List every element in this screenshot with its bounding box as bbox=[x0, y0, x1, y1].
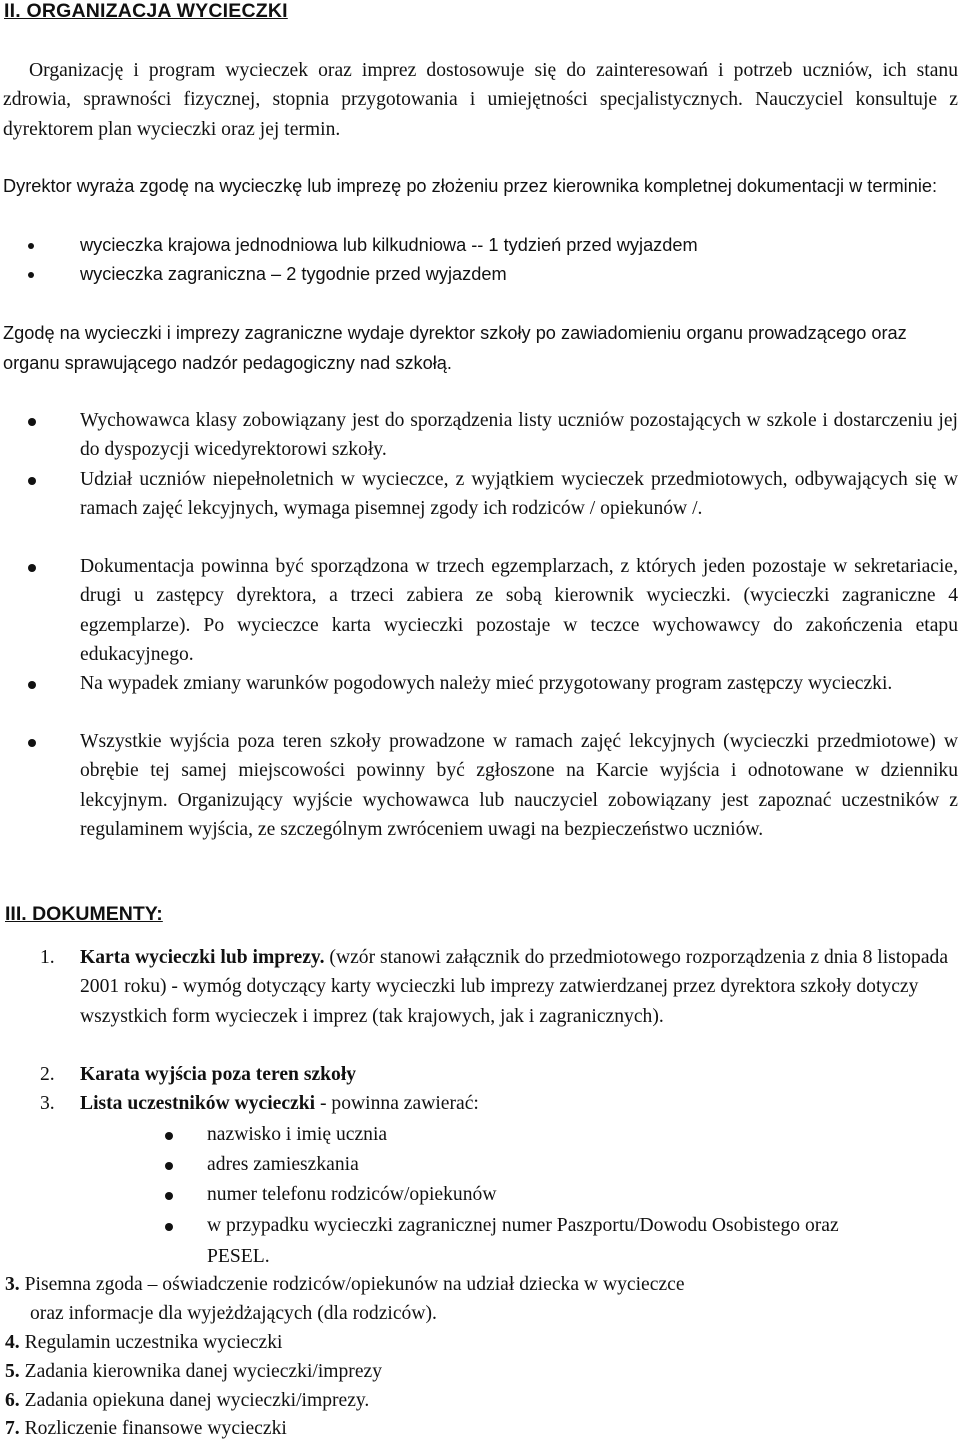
deadline-text: wycieczka zagraniczna – 2 tygodnie przed wyjazdem bbox=[80, 264, 507, 284]
extra-item-number: 3. bbox=[5, 1274, 20, 1295]
rule-text: Na wypadek zmiany warunków pogodowych należy mieć przygotowany program zastępczy wycieczki. bbox=[80, 673, 893, 694]
foreign-approval-paragraph: Zgodę na wycieczki i imprezy zagraniczne wydaje dyrektor szkoły po zawiadomieniu organu prowadzącego oraz organu sprawującego nadzór pedagogiczny nad szkołą. bbox=[3, 323, 907, 373]
bullet-icon bbox=[28, 564, 36, 572]
item-title: Karata wyjścia poza teren szkoły bbox=[80, 1064, 357, 1085]
extra-item-number: 5. bbox=[5, 1361, 20, 1382]
bullet-icon bbox=[28, 477, 36, 485]
bullet-icon bbox=[28, 418, 36, 426]
extra-item-text: Zadania kierownika danej wycieczki/imprezy bbox=[19, 1361, 383, 1382]
item-number: 3. bbox=[40, 1093, 55, 1114]
rule-text: Wszystkie wyjścia poza teren szkoły prowadzone w ramach zajęć lekcyjnych (wycieczki przedmiotowe) w obrębie tej samej miejscowości powinny być zgłoszone na Karcie wyjścia i odnotowane w dzienniku lekcyjnym. Organizujący wyjście wychowawca lub nauczyciel zobowiązany jest zapoznać uczestników z regulaminem wyjścia, ze szczególnym zwróceniem uwagi na bezpieczeństwo uczniów. bbox=[80, 731, 958, 840]
extra-item-text: Pisemna zgoda – oświadczenie rodziców/opiekunów na udział dziecka w wycieczce bbox=[19, 1274, 685, 1295]
approval-paragraph: Dyrektor wyraża zgodę na wycieczkę lub imprezę po złożeniu przez kierownika kompletnej dokumentacji w terminie: bbox=[3, 176, 938, 196]
extra-item-line bbox=[5, 1386, 369, 1415]
deadline-text: wycieczka krajowa jednodniowa lub kilkudniowa -- 1 tydzień przed wyjazdem bbox=[80, 235, 698, 255]
list-field-text: nazwisko i imię ucznia bbox=[207, 1124, 388, 1145]
section-2-title: II. ORGANIZACJA WYCIECZKI bbox=[4, 0, 288, 22]
bullet-icon bbox=[165, 1132, 173, 1140]
extra-item-text: Regulamin uczestnika wycieczki bbox=[19, 1332, 283, 1353]
item-number: 1. bbox=[40, 947, 55, 968]
bullet-icon bbox=[28, 243, 34, 249]
item-text bbox=[80, 943, 958, 1031]
extra-item-text: Rozliczenie finansowe wycieczki bbox=[19, 1418, 287, 1439]
extra-item-continuation: oraz informacje dla wyjeżdżających (dla rodziców). bbox=[30, 1303, 437, 1324]
bullet-icon bbox=[165, 1192, 173, 1200]
item-description: (wzór stanowi załącznik do przedmiotowego rozporządzenia z dnia 8 listopada 2001 roku) - wymóg dotyczący karty wycieczki lub imprezy zatwierdzanej przez dyrektora szkoły dotyczy wszystkich form wycieczek i imprez (tak krajowych, jak i zagranicznych). bbox=[80, 947, 949, 1027]
extra-item-line bbox=[5, 1414, 287, 1443]
list-field-text: w przypadku wycieczki zagranicznej numer Paszportu/Dowodu Osobistego oraz PESEL. bbox=[207, 1215, 839, 1267]
list-field-text: numer telefonu rodziców/opiekunów bbox=[207, 1184, 497, 1205]
item-number: 2. bbox=[40, 1064, 55, 1085]
bullet-icon bbox=[28, 272, 34, 278]
bullet-icon bbox=[28, 681, 36, 689]
rule-text: Udział uczniów niepełnoletnich w wycieczce, z wyjątkiem wycieczek przedmiotowych, odbywających się w ramach zajęć lekcyjnych, wymaga pisemnej zgody ich rodziców / opiekunów /. bbox=[80, 469, 958, 520]
extra-item-line bbox=[5, 1357, 382, 1386]
bullet-icon bbox=[165, 1223, 173, 1231]
extra-item-line bbox=[5, 1270, 685, 1299]
intro-paragraph: Organizację i program wycieczek oraz imprez dostosowuje się do zainteresowań i potrzeb uczniów, ich stanu zdrowia, sprawności fizycznej, stopnia przygotowania i umiejętności specjalistycznych. Nauczyciel konsultuje z dyrektorem plan wycieczki oraz jej termin. bbox=[3, 60, 958, 140]
rule-text: Dokumentacja powinna być sporządzona w trzech egzemplarzach, z których jeden pozostaje w sekretariacie, drugi u zastępcy dyrektora, a trzeci zabiera ze sobą kierownik wycieczki. (wycieczki zagraniczne 4 egzemplarze). Po wycieczce karta wycieczki pozostaje w teczce wychowawcy do zakończenia etapu edukacyjnego. bbox=[80, 556, 958, 665]
rule-text: Wychowawca klasy zobowiązany jest do sporządzenia listy uczniów pozostających w szkole i dostarczeniu jej do dyspozycji wicedyrektorowi szkoły. bbox=[80, 410, 958, 461]
extra-item-number: 4. bbox=[5, 1332, 20, 1353]
item-text bbox=[80, 1060, 958, 1089]
section-3-title: III. DOKUMENTY: bbox=[5, 903, 163, 925]
bullet-icon bbox=[165, 1162, 173, 1170]
item-text bbox=[80, 1089, 958, 1118]
bullet-icon bbox=[28, 739, 36, 747]
extra-item-number: 7. bbox=[5, 1418, 20, 1439]
list-field-text: adres zamieszkania bbox=[207, 1154, 359, 1175]
extra-item-line bbox=[5, 1328, 283, 1357]
item-description: - powinna zawierać: bbox=[315, 1093, 479, 1114]
extra-item-number: 6. bbox=[5, 1390, 20, 1411]
item-title: Karta wycieczki lub imprezy. bbox=[80, 947, 325, 968]
extra-item-text: Zadania opiekuna danej wycieczki/imprezy. bbox=[19, 1390, 370, 1411]
item-title: Lista uczestników wycieczki bbox=[80, 1093, 316, 1114]
